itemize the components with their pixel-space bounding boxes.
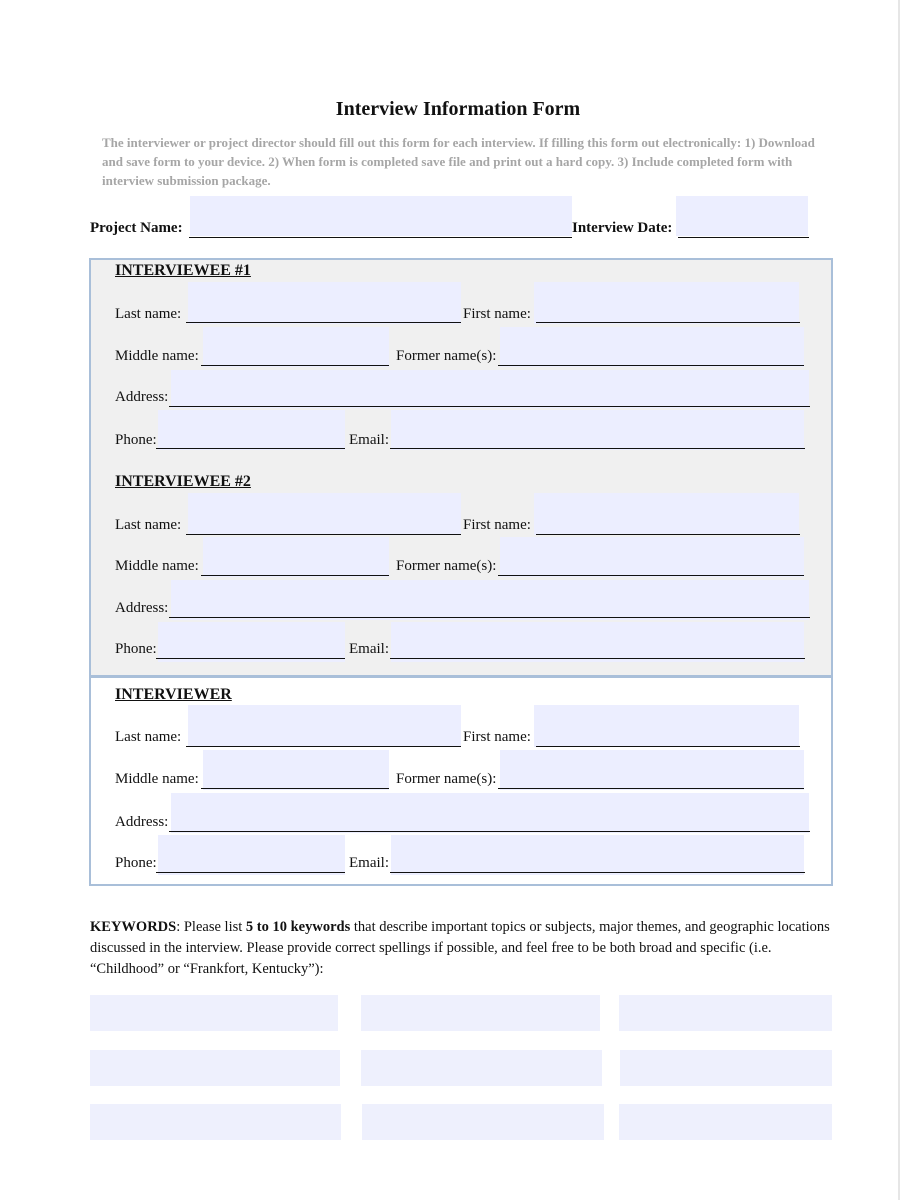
- interviewee-2-first-name-field[interactable]: [534, 493, 799, 535]
- interviewee-2-address-field[interactable]: [171, 580, 809, 620]
- interviewee-1-phone-underline: [156, 448, 345, 449]
- interviewee-2-last-name-underline: [186, 534, 461, 535]
- keyword-field-9[interactable]: [619, 1104, 832, 1140]
- interviewee-1-former-names-label: Former name(s):: [396, 348, 497, 364]
- interviewee-1-middle-name-underline: [201, 365, 389, 366]
- interviewer-email-field[interactable]: [391, 835, 804, 875]
- keywords-instructions: [90, 917, 830, 980]
- interviewee-2-last-name-label: Last name:: [115, 517, 182, 533]
- interviewee-1-phone-label: Phone:: [115, 432, 157, 448]
- interviewer-first-name-underline: [536, 746, 800, 747]
- interviewee-1-email-label: Email:: [349, 432, 389, 448]
- interviewee-1-former-names-field[interactable]: [500, 327, 804, 367]
- interviewer-first-name-field[interactable]: [534, 705, 799, 747]
- interviewer-heading: INTERVIEWER: [115, 686, 232, 703]
- keyword-field-6[interactable]: [620, 1050, 832, 1086]
- interviewer-last-name-field[interactable]: [188, 705, 461, 747]
- interviewee-1-email-field[interactable]: [391, 410, 804, 450]
- interviewer-middle-name-underline: [201, 788, 389, 789]
- keyword-field-2[interactable]: [361, 995, 600, 1031]
- interviewee-2-phone-underline: [156, 658, 345, 659]
- interviewee-2-middle-name-field[interactable]: [203, 537, 389, 577]
- interviewee-2-last-name-field[interactable]: [188, 493, 461, 535]
- interviewer-former-names-field[interactable]: [500, 750, 804, 790]
- interviewee-1-first-name-label: First name:: [463, 306, 531, 322]
- interviewee-2-address-underline: [169, 617, 810, 618]
- interviewer-address-field[interactable]: [171, 793, 809, 833]
- interviewer-middle-name-field[interactable]: [203, 750, 389, 790]
- interviewee-1-heading: INTERVIEWEE #1: [115, 262, 251, 279]
- interviewee-1-middle-name-label: Middle name:: [115, 348, 199, 364]
- interviewee-1-address-label: Address:: [115, 389, 169, 405]
- keywords-text-after: that describe important topics or subjects, major themes, and geographic locations discussed in the interview. Please provide correct spellings if possible, and feel free to be both broad and specific (i.e. “Childhood” or “Frankfort, Kentucky”):: [90, 919, 830, 977]
- interviewee-2-former-names-underline: [498, 575, 804, 576]
- interviewee-2-heading: INTERVIEWEE #2: [115, 473, 251, 490]
- interview-date-field[interactable]: [676, 196, 808, 236]
- keyword-field-5[interactable]: [361, 1050, 602, 1086]
- form-instructions: The interviewer or project director should fill out this form for each interview. If filling this form out electronically: 1) Download and save form to your device. 2) When form is completed save file and print out a hard copy. 3) Include completed form with interview submission package.: [102, 135, 815, 188]
- interviewer-first-name-label: First name:: [463, 729, 531, 745]
- keyword-field-1[interactable]: [90, 995, 338, 1031]
- project-name-underline: [189, 237, 572, 238]
- interviewer-last-name-label: Last name:: [115, 729, 182, 745]
- interviewee-2-email-field[interactable]: [391, 622, 804, 662]
- interviewee-2-first-name-underline: [536, 534, 800, 535]
- interviewer-email-label: Email:: [349, 855, 389, 871]
- keywords-count-phrase: 5 to 10 keywords: [245, 919, 351, 935]
- interviewee-1-phone-field[interactable]: [158, 410, 345, 450]
- interviewee-1-first-name-underline: [536, 322, 800, 323]
- interviewer-former-names-underline: [498, 788, 804, 789]
- interviewee-2-former-names-label: Former name(s):: [396, 558, 497, 574]
- interviewee-1-last-name-label: Last name:: [115, 306, 182, 322]
- interviewer-former-names-label: Former name(s):: [396, 771, 497, 787]
- interviewee-1-last-name-underline: [186, 322, 461, 323]
- interviewee-1-email-underline: [390, 448, 805, 449]
- interviewee-1-address-underline: [169, 406, 810, 407]
- interviewer-phone-underline: [156, 872, 345, 873]
- interviewee-2-phone-label: Phone:: [115, 641, 157, 657]
- interviewee-2-middle-name-underline: [201, 575, 389, 576]
- project-name-field[interactable]: [190, 196, 572, 236]
- keyword-field-3[interactable]: [619, 995, 832, 1031]
- interviewer-address-underline: [169, 831, 810, 832]
- interviewer-email-underline: [390, 872, 805, 873]
- keyword-field-4[interactable]: [90, 1050, 340, 1086]
- interviewee-2-first-name-label: First name:: [463, 517, 531, 533]
- interviewee-2-address-label: Address:: [115, 600, 169, 616]
- project-name-label: Project Name:: [90, 220, 183, 236]
- interviewee-1-former-names-underline: [498, 365, 804, 366]
- interviewer-middle-name-label: Middle name:: [115, 771, 199, 787]
- interviewee-1-middle-name-field[interactable]: [203, 327, 389, 367]
- interviewee-2-phone-field[interactable]: [158, 622, 345, 662]
- interviewee-1-last-name-field[interactable]: [188, 282, 461, 324]
- interviewer-phone-label: Phone:: [115, 855, 157, 871]
- interviewee-2-email-label: Email:: [349, 641, 389, 657]
- interviewer-last-name-underline: [186, 746, 461, 747]
- keywords-label: KEYWORDS: [90, 919, 177, 935]
- form-title: Interview Information Form: [335, 98, 581, 120]
- interviewer-phone-field[interactable]: [158, 835, 345, 875]
- interview-date-label: Interview Date:: [572, 220, 673, 236]
- interviewee-1-address-field[interactable]: [171, 370, 809, 408]
- keyword-field-7[interactable]: [90, 1104, 341, 1140]
- interview-date-underline: [678, 237, 809, 238]
- interviewer-address-label: Address:: [115, 814, 169, 830]
- keyword-field-8[interactable]: [362, 1104, 604, 1140]
- interviewee-2-email-underline: [390, 658, 805, 659]
- keywords-text-before: : Please list: [176, 919, 246, 935]
- interviewee-2-middle-name-label: Middle name:: [115, 558, 199, 574]
- interviewee-2-former-names-field[interactable]: [500, 537, 804, 577]
- interviewee-1-first-name-field[interactable]: [534, 282, 799, 324]
